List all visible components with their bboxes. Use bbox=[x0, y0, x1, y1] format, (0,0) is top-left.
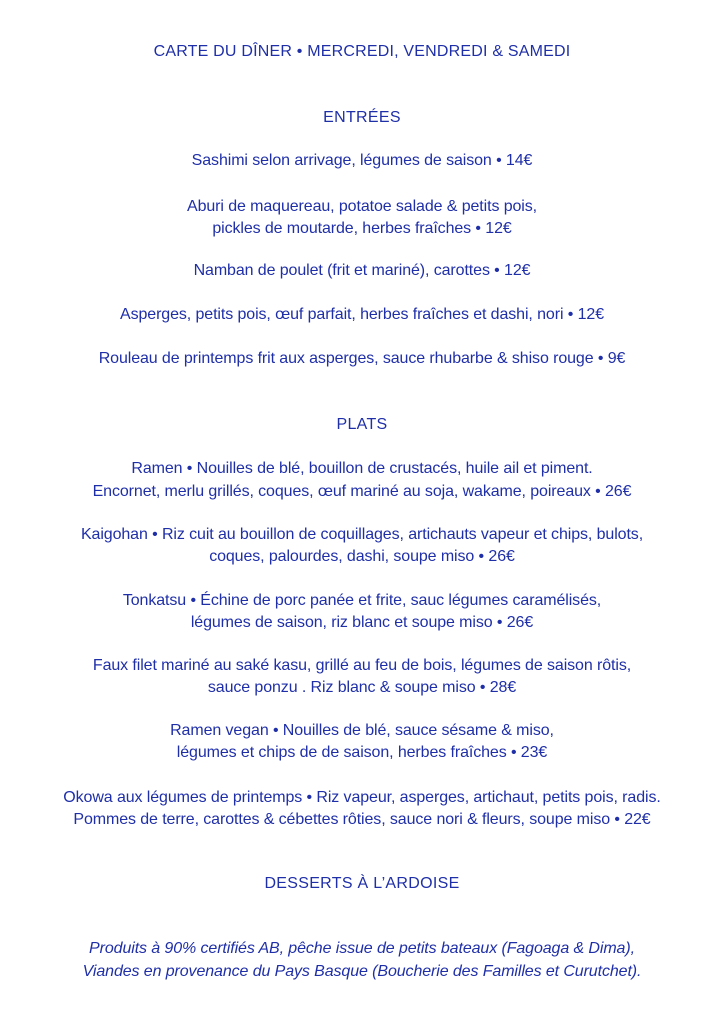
plat-item-ramen-line1: Ramen • Nouilles de blé, bouillon de crustacés, huile ail et piment. bbox=[131, 460, 593, 477]
entree-item-namban: Namban de poulet (frit et mariné), carottes • 12€ bbox=[193, 262, 531, 279]
plat-item-kaigohan-line1: Kaigohan • Riz cuit au bouillon de coquillages, artichauts vapeur et chips, bulots, bbox=[80, 526, 644, 543]
entree-item-asperges: Asperges, petits pois, œuf parfait, herbes fraîches et dashi, nori • 12€ bbox=[120, 306, 604, 323]
entree-item-sashimi: Sashimi selon arrivage, légumes de saison • 14€ bbox=[191, 152, 533, 169]
plat-item-tonkatsu-line1: Tonkatsu • Échine de porc panée et frite, sauc légumes caramélisés, bbox=[122, 592, 602, 609]
entree-item-aburi-line1: Aburi de maquereau, potatoe salade & petits pois, bbox=[187, 198, 537, 215]
section-heading-desserts: DESSERTS À L’ARDOISE bbox=[264, 875, 460, 892]
plat-item-faux-filet-line2: sauce ponzu . Riz blanc & soupe miso • 28€ bbox=[207, 679, 517, 696]
plat-item-kaigohan-line2: coques, palourdes, dashi, soupe miso • 26€ bbox=[209, 548, 515, 565]
plat-item-faux-filet-line1: Faux filet mariné au saké kasu, grillé au feu de bois, légumes de saison rôtis, bbox=[92, 657, 632, 674]
plat-item-ramen-vegan-line1: Ramen vegan • Nouilles de blé, sauce sésame & miso, bbox=[170, 722, 554, 739]
section-heading-entrees: ENTRÉES bbox=[323, 109, 401, 126]
plat-item-okowa-line2: Pommes de terre, carottes & cébettes rôties, sauce nori & fleurs, soupe miso • 22€ bbox=[73, 811, 651, 828]
section-heading-plats: PLATS bbox=[336, 416, 388, 433]
plat-item-tonkatsu-line2: légumes de saison, riz blanc et soupe miso • 26€ bbox=[190, 614, 534, 631]
footer-note-line2: Viandes en provenance du Pays Basque (Boucherie des Familles et Curutchet). bbox=[82, 963, 642, 980]
entree-item-rouleau: Rouleau de printemps frit aux asperges, sauce rhubarbe & shiso rouge • 9€ bbox=[98, 350, 626, 367]
plat-item-okowa-line1: Okowa aux légumes de printemps • Riz vapeur, asperges, artichaut, petits pois, radis. bbox=[63, 789, 661, 806]
plat-item-ramen-line2: Encornet, merlu grillés, coques, œuf mariné au soja, wakame, poireaux • 26€ bbox=[92, 483, 632, 500]
entree-item-aburi-line2: pickles de moutarde, herbes fraîches • 12€ bbox=[212, 220, 512, 237]
plat-item-ramen-vegan-line2: légumes et chips de de saison, herbes fraîches • 23€ bbox=[176, 744, 548, 761]
footer-note-line1: Produits à 90% certifiés AB, pêche issue de petits bateaux (Fagoaga & Dima), bbox=[89, 940, 635, 957]
menu-title: CARTE DU DÎNER • MERCREDI, VENDREDI & SAMEDI bbox=[153, 43, 571, 60]
